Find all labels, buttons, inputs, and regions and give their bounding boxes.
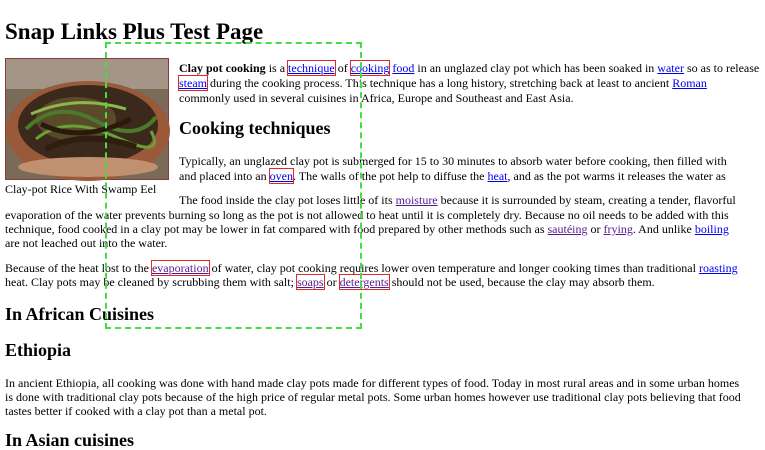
intro-line-1: Clay pot cooking is a technique of cooking food in an unglazed clay pot which has been soaked in water so as to release bbox=[179, 61, 760, 75]
heading-asian-cuisines: In Asian cuisines bbox=[5, 430, 135, 450]
page-title: Snap Links Plus Test Page bbox=[5, 19, 264, 44]
intro-bold: Clay pot cooking bbox=[179, 61, 266, 75]
ethiopia-line-2: is done with traditional clay pots because of the high price of regular metal pots. Some urban homes however use traditional clay pots believing that food bbox=[5, 390, 741, 404]
link-soaps[interactable]: soaps bbox=[296, 275, 324, 289]
link-evaporation[interactable]: evaporation bbox=[151, 261, 209, 275]
ct-p2-line-3: technique, food cooked in a clay pot may be lower in fat compared with food prepared by other methods such as sautéing or frying. And unlike boiling bbox=[5, 222, 729, 236]
link-sauteing[interactable]: sautéing bbox=[547, 222, 588, 236]
ct-p3-line-2: heat. Clay pots may be cleaned by scrubbing them with salt; soaps or detergents should not be used, because the clay may absorb them. bbox=[5, 275, 655, 289]
link-roman[interactable]: Roman bbox=[672, 76, 707, 90]
intro-line-3: commonly used in several cuisines in Africa, Europe and Southeast and East Asia. bbox=[179, 91, 574, 105]
heading-ethiopia: Ethiopia bbox=[5, 340, 72, 360]
link-cooking[interactable]: cooking bbox=[350, 61, 390, 75]
link-frying[interactable]: frying bbox=[603, 222, 633, 236]
link-moisture[interactable]: moisture bbox=[395, 193, 438, 207]
ct-p1-line-1: Typically, an unglazed clay pot is submerged for 15 to 30 minutes to absorb water before cooking, then filled with bbox=[179, 154, 727, 168]
link-detergents[interactable]: detergents bbox=[339, 275, 389, 289]
link-steam[interactable]: steam bbox=[179, 76, 207, 90]
link-oven[interactable]: oven bbox=[269, 169, 293, 183]
clay-pot-rice-image bbox=[5, 58, 169, 180]
link-water[interactable]: water bbox=[657, 61, 684, 75]
ct-p2-line-4: are not leached out into the water. bbox=[5, 236, 168, 250]
heading-african-cuisines: In African Cuisines bbox=[5, 304, 155, 324]
ethiopia-line-3: tastes better if cooked with a clay pot than a metal pot. bbox=[5, 404, 267, 418]
ct-p2-line-2: evaporation of the water prevents burning so long as the pot is not allowed to heat until it is completely dry. Because no oil needs to be added with this bbox=[5, 208, 729, 222]
clay-pot-photo-icon bbox=[6, 59, 168, 179]
link-roasting[interactable]: roasting bbox=[698, 261, 738, 275]
image-caption: Clay-pot Rice With Swamp Eel bbox=[5, 182, 157, 196]
link-heat[interactable]: heat bbox=[487, 169, 508, 183]
intro-line-2: steam during the cooking process. This technique has a long history, stretching back at least to ancient Roman bbox=[179, 76, 707, 90]
heading-cooking-techniques: Cooking techniques bbox=[179, 118, 331, 138]
ct-p1-line-2: and placed into an oven. The walls of the pot help to diffuse the heat, and as the pot warms it releases the water as bbox=[179, 169, 726, 183]
ethiopia-line-1: In ancient Ethiopia, all cooking was done with hand made clay pots made for different types of food. Today in most rural areas and in some urban homes bbox=[5, 376, 740, 390]
ct-p3-line-1: Because of the heat lost to the evaporation of water, clay pot cooking requires lower oven temperature and longer cooking times than traditional roasting bbox=[5, 261, 738, 275]
ct-p2-line-1: The food inside the clay pot loses little of its moisture because it is surrounded by steam, creating a tender, flavorful bbox=[179, 193, 736, 207]
link-food[interactable]: food bbox=[392, 61, 415, 75]
link-boiling[interactable]: boiling bbox=[694, 222, 729, 236]
link-technique[interactable]: technique bbox=[288, 61, 335, 75]
